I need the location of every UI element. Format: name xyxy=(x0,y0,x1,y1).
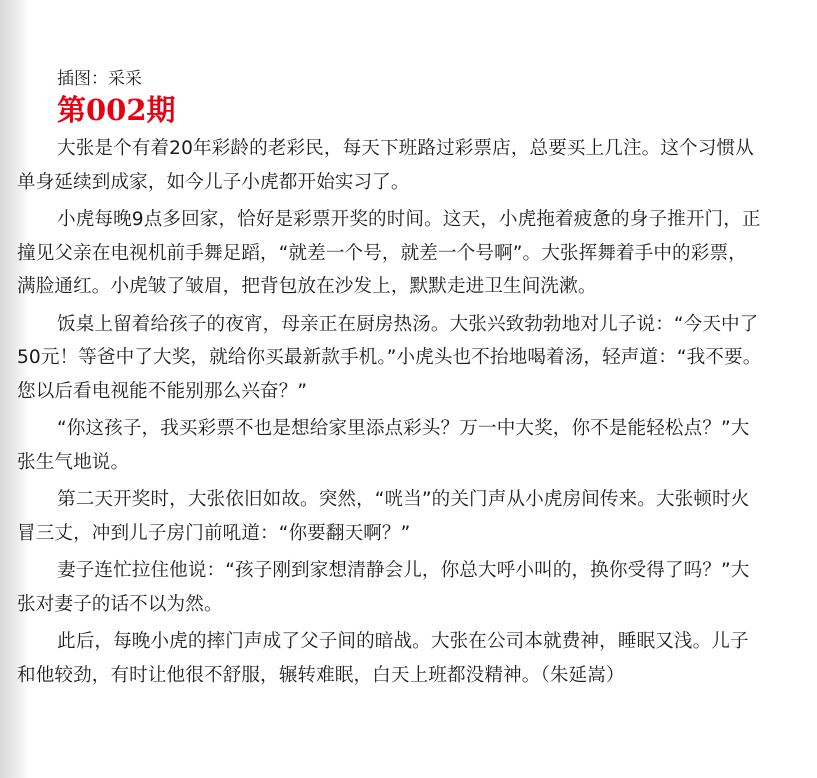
paragraph-2: 小虎每晚9点多回家，恰好是彩票开奖的时间。这天，小虎拖着疲惫的身子推开门，正撞见父亲在电视机前手舞足蹈，“就差一个号，就差一个号啊”。大张挥舞着手中的彩票，满脸通红。小虎皱了皱眉，把背包放在沙发上，默默走进卫生间洗漱。 xyxy=(17,209,761,297)
paragraph-7: 此后，每晚小虎的摔门声成了父子间的暗战。大张在公司本就费神，睡眠又浅。儿子和他较劲，有时让他很不舒服，辗转难眠，白天上班都没精神。（朱延嵩） xyxy=(17,631,749,686)
paragraph-5: 第二天开奖时，大张依旧如故。突然，“咣当”的关门声从小虎房间传来。大张顿时火冒三丈，冲到儿子房门前吼道：“你要翻天啊？” xyxy=(17,489,750,544)
illustration-credit: 插图：采采 xyxy=(57,69,142,89)
paragraph-3: 饭桌上留着给孩子的夜宵，母亲正在厨房热汤。大张兴致勃勃地对儿子说：“今天中了50元！等爸中了大奖，就给你买最新款手机。”小虎头也不抬地喝着汤，轻声道：“我不要。您以后看电视能不能别那么兴奋？” xyxy=(17,313,762,402)
issue-title: 第002期 xyxy=(57,93,176,127)
article-page xyxy=(17,68,797,692)
paragraph-4: “你这孩子，我买彩票不也是想给家里添点彩头？万一中大奖，你不是能轻松点？”大张生气地说。 xyxy=(17,418,750,473)
article-body xyxy=(17,132,762,692)
paragraph-6: 妻子连忙拉住他说：“孩子刚到家想清静会儿，你总大呼小叫的，换你受得了吗？”大张对妻子的话不以为然。 xyxy=(17,560,750,615)
paragraph-1: 大张是个有着20年彩龄的老彩民，每天下班路过彩票店，总要买上几注。这个习惯从单身延续到成家，如今儿子小虎都开始实习了。 xyxy=(17,138,754,193)
